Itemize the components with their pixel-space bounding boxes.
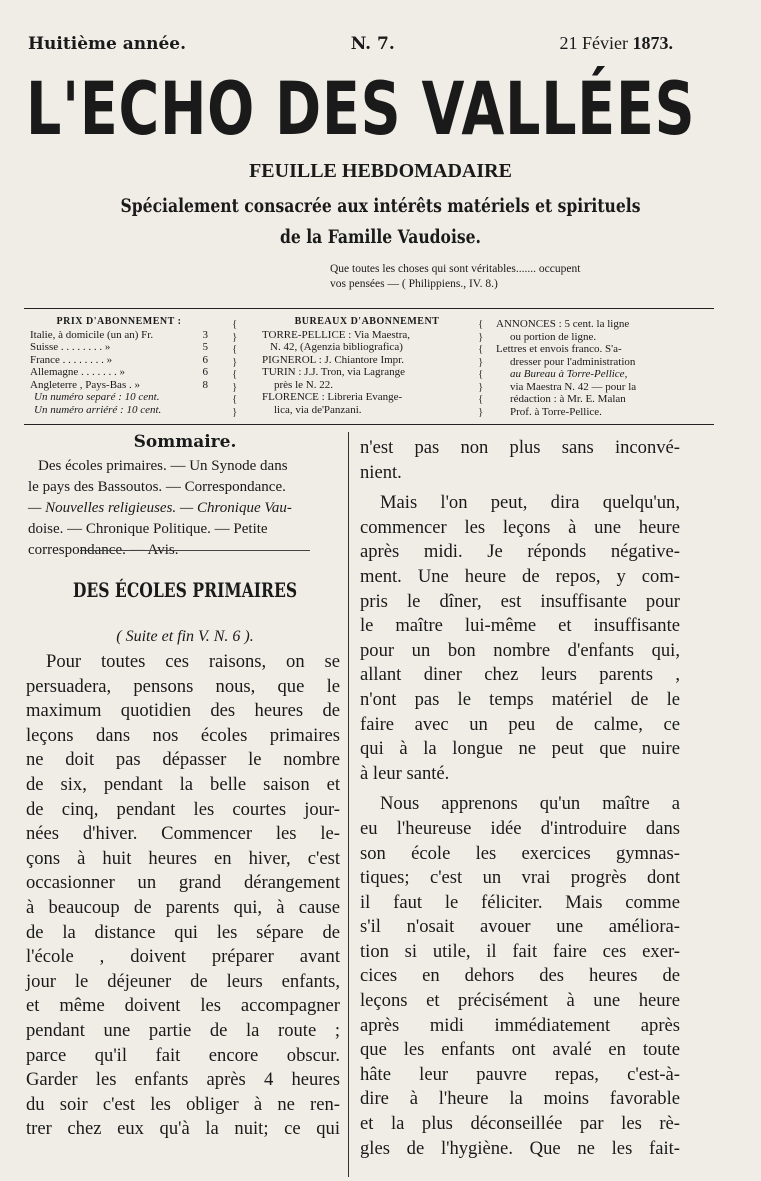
article-line: qui à la longue ne peut que nuire [360,738,680,760]
annonce-line: Prof. à Torre-Pellice. [510,405,602,418]
office-line: près le N. 22. [274,378,333,391]
article-line: après midi. Je réponds négative- [360,541,680,563]
article-title: DES ÉCOLES PRIMAIRES [72,578,298,602]
office-line: PIGNEROL : J. Chiantore Impr. [262,353,404,366]
brace-divider: { } { } { } { } [478,318,484,418]
column-divider [348,432,349,1177]
issue-date: 21 Févier 1873. [559,33,673,53]
article-line: il faut le féliciter. Mais comme [360,891,680,913]
article-line: son école les exercices gymnas- [360,842,680,864]
article-line: gles de l'hygiène. Que ne les fait- [360,1137,680,1159]
article-line: dire à l'heure la moins favorable [360,1088,680,1110]
article-line: du soir c'est les obliger à ne ren- [26,1093,340,1115]
article-line: jour le déjeuner de leurs enfants, [26,970,340,992]
article-line: hâte leur pauvre repas, c'est-à- [360,1063,680,1085]
header-rule [24,308,714,309]
article-continuation: ( Suite et fin V. N. 6 ). [116,628,254,645]
article-line: n'est pas non plus sans inconvé- [360,437,680,458]
motto-line-1: Que toutes les choses qui sont véritables....... occupent [330,263,581,275]
back-issue-price: Un numéro arriéré : 10 cent. [34,403,162,416]
annonce-line: via Maestra N. 42 — pour la [510,380,637,393]
article-line: après midi immédiatement après [360,1014,680,1036]
subscription-offices [262,316,472,416]
article-line: de six, pendant la belle saison et [26,773,340,795]
article-line: persuadera, pensons nous, que le [26,675,340,697]
summary-line: le pays des Bassoutos. — Correspondance. [28,479,286,495]
article-line: pendant une partie de la route ; [26,1019,340,1041]
article-line: de cinq, pendant les courtes jour- [26,798,340,820]
article-line: ment. Une heure de repos, y com- [360,565,680,587]
article-line: n'ont pas le temps matériel de le [360,688,680,710]
article-line: Garder les enfants après 4 heures [26,1069,340,1091]
price-row: Allemagne . . . . . . . » 6 [30,366,208,378]
summary-separator [80,550,310,551]
annonce-line: ou portion de ligne. [510,330,597,343]
article-line: cices en dehors des heures de [360,965,680,987]
tagline-line-1: Spécialement consacrée aux intérêts matériels et spirituels [120,195,641,217]
article-line: le maître lui-même et insuffisante [360,615,680,637]
article-line: trer chez eux qu'à la nuit; ce qui [26,1118,340,1140]
price-row: France . . . . . . . . » 6 [30,353,208,366]
article-left-column [26,650,340,1148]
summary-line: Des écoles primaires. — Un Synode dans [38,458,288,474]
motto-line-2: vos pensées — ( Philippiens., IV. 8.) [330,278,498,290]
issue-line [28,33,673,54]
article-paragraph [360,491,680,786]
article-line: et même doivent les accompagner [26,995,340,1017]
year-label: Huitième année. [28,34,187,54]
article-line: leçons et précisément à une heure [360,990,680,1012]
article-line: que les enfants ont avalé en toute [360,1039,680,1061]
article-line: s'il n'osait avouer une améliora- [360,916,680,938]
summary-line: correspondance. — Avis. [28,542,179,558]
brace-divider: { } { } { } { } [232,318,238,418]
annonce-line: Lettres et envois franco. S'a- [496,343,622,355]
summary-text [28,456,342,561]
office-line: FLORENCE : Libreria Evange- [262,391,403,403]
article-line: parce qu'il fait encore obscur. [26,1044,340,1066]
annonce-line: ANNONCES : 5 cent. la ligne [496,318,630,330]
article-line: ne doit pas dépasser le nombre [26,749,340,771]
article-line: çons à huit heures en hiver, c'est [26,847,340,869]
article-line: eu l'heureuse idée d'introduire dans [360,817,680,839]
issue-number: N. 7. [350,34,395,54]
article-right-column [360,436,680,1167]
annonce-line: dresser pour l'administration [510,355,636,368]
article-paragraph [360,792,680,1161]
subscription-title: PRIX D'ABONNEMENT : [56,316,182,327]
article-line: allant diner chez leurs parents , [360,664,680,686]
office-line: N. 42, (Agenzia bibliografica) [270,341,403,353]
annonce-line: rédaction : à Mr. E. Malan [510,393,626,405]
article-line: l'école , doivent préparer avant [26,946,340,968]
article-paragraph [26,650,340,1142]
article-line: nées d'hiver. Commencer les le- [26,823,340,845]
price-row: Angleterre , Pays-Bas . » 8 [30,378,208,391]
price-row: Italie, à domicile (un an) Fr. 3 [30,328,208,341]
masthead-title: L'ECHO DES VALLÉES [26,67,696,152]
price-row: Suisse . . . . . . . . » 5 [30,341,208,353]
subscription-prices [30,316,208,416]
article-line: tiques; c'est un vrai progrès dont [360,867,680,889]
article-line: Pour toutes ces raisons, on se [46,651,340,672]
article-line: de la distance qui les sépare de [26,921,340,943]
article-line: commencer les leçons à une heure [360,516,680,538]
annonce-line: au Bureau à Torre-Pellice, [510,368,628,380]
subtitle: FEUILLE HEBDOMADAIRE [249,160,512,182]
office-line: lica, via de'Panzani. [274,403,362,416]
article-line: pour un bon nombre d'enfants qui, [360,639,680,661]
article-line: pris le dîner, est insuffisante pour [360,590,680,612]
article-line: leçons dans nos écoles primaires [26,724,340,746]
motto [330,262,675,292]
article-line: à leur santé. [360,762,450,784]
article-line: nient. [360,461,402,483]
article-line: Nous apprenons qu'un maître a [380,793,680,815]
article-line: faire avec un peu de calme, ce [360,713,680,735]
article-line: à beaucoup de parents qui, à cause [26,896,340,918]
article-line: Mais l'on peut, dira quelqu'un, [380,492,680,514]
single-issue-price: Un numéro separé : 10 cent. [34,391,160,403]
office-line: TURIN : J.J. Tron, via Lagrange [262,366,405,378]
summary-title: Sommaire. [133,432,237,452]
article-line: tion si utile, il fait faire ces exer- [360,940,680,962]
article-paragraph [360,436,680,485]
summary-line: — Nouvelles religieuses. — Chronique Vau- [28,500,292,516]
summary-line: doise. — Chronique Politique. — Petite [28,521,268,537]
tagline-line-2: de la Famille Vaudoise. [280,226,481,248]
advertising-info [496,318,696,418]
article-line: occasionner un grand dérangement [26,872,340,894]
article-line: maximum quotidien des heures de [26,700,340,722]
section-rule [24,424,714,425]
article-line: et la plus déconseillée par les rè- [360,1113,680,1135]
offices-title: BUREAUX D'ABONNEMENT [294,316,440,327]
office-line: TORRE-PELLICE : Via Maestra, [262,328,411,341]
